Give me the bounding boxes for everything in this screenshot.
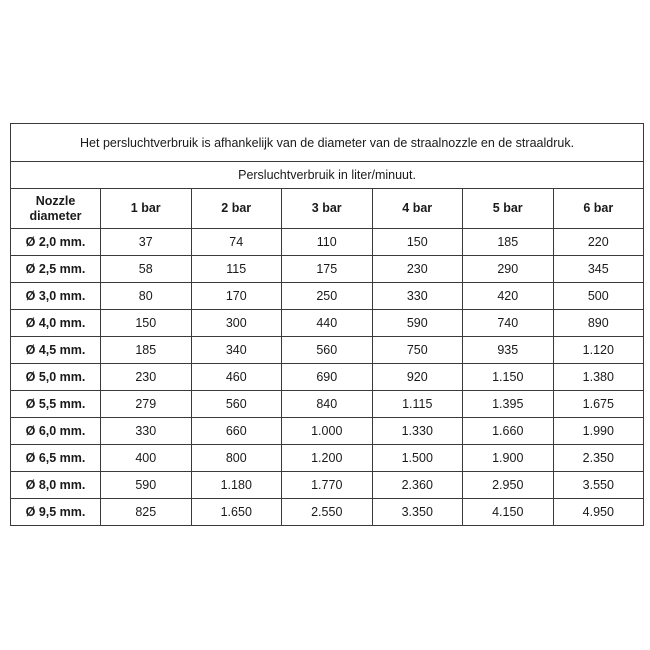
row-label: Ø 3,0 mm. xyxy=(11,283,101,310)
cell-value: 2.550 xyxy=(282,499,373,526)
row-label: Ø 6,0 mm. xyxy=(11,418,101,445)
cell-value: 185 xyxy=(463,229,554,256)
cell-value: 230 xyxy=(372,256,463,283)
cell-value: 825 xyxy=(101,499,192,526)
row-label: Ø 8,0 mm. xyxy=(11,472,101,499)
cell-value: 1.200 xyxy=(282,445,373,472)
cell-value: 560 xyxy=(191,391,282,418)
table-subtitle-row xyxy=(11,162,644,189)
cell-value: 1.675 xyxy=(553,391,644,418)
table-row xyxy=(11,364,644,391)
header-nozzle-diameter xyxy=(11,189,101,229)
row-label: Ø 5,0 mm. xyxy=(11,364,101,391)
cell-value: 4.150 xyxy=(463,499,554,526)
cell-value: 1.770 xyxy=(282,472,373,499)
cell-value: 170 xyxy=(191,283,282,310)
column-header-row xyxy=(11,189,644,229)
cell-value: 1.900 xyxy=(463,445,554,472)
cell-value: 1.115 xyxy=(372,391,463,418)
cell-value: 1.150 xyxy=(463,364,554,391)
table-row xyxy=(11,283,644,310)
row-label: Ø 4,0 mm. xyxy=(11,310,101,337)
cell-value: 80 xyxy=(101,283,192,310)
cell-value: 2.950 xyxy=(463,472,554,499)
cell-value: 660 xyxy=(191,418,282,445)
cell-value: 230 xyxy=(101,364,192,391)
cell-value: 340 xyxy=(191,337,282,364)
row-label: Ø 2,5 mm. xyxy=(11,256,101,283)
table-row xyxy=(11,256,644,283)
cell-value: 750 xyxy=(372,337,463,364)
row-label: Ø 2,0 mm. xyxy=(11,229,101,256)
cell-value: 345 xyxy=(553,256,644,283)
cell-value: 3.350 xyxy=(372,499,463,526)
table-row xyxy=(11,229,644,256)
header-nozzle-line1: Nozzle xyxy=(35,193,76,208)
cell-value: 2.350 xyxy=(553,445,644,472)
cell-value: 690 xyxy=(282,364,373,391)
cell-value: 220 xyxy=(553,229,644,256)
cell-value: 175 xyxy=(282,256,373,283)
cell-value: 1.000 xyxy=(282,418,373,445)
cell-value: 1.660 xyxy=(463,418,554,445)
cell-value: 890 xyxy=(553,310,644,337)
cell-value: 3.550 xyxy=(553,472,644,499)
cell-value: 420 xyxy=(463,283,554,310)
row-label: Ø 4,5 mm. xyxy=(11,337,101,364)
cell-value: 74 xyxy=(191,229,282,256)
cell-value: 840 xyxy=(282,391,373,418)
cell-value: 1.180 xyxy=(191,472,282,499)
table-title: Het persluchtverbruik is afhankelijk van de diameter van de straalnozzle en de straaldruk. xyxy=(11,124,644,162)
header-3-bar: 3 bar xyxy=(282,189,373,229)
air-consumption-table xyxy=(10,123,644,526)
row-label: Ø 9,5 mm. xyxy=(11,499,101,526)
table-title-row xyxy=(11,124,644,162)
cell-value: 1.990 xyxy=(553,418,644,445)
cell-value: 110 xyxy=(282,229,373,256)
cell-value: 590 xyxy=(101,472,192,499)
row-label: Ø 6,5 mm. xyxy=(11,445,101,472)
table-row xyxy=(11,310,644,337)
cell-value: 1.380 xyxy=(553,364,644,391)
table-row xyxy=(11,391,644,418)
cell-value: 115 xyxy=(191,256,282,283)
cell-value: 4.950 xyxy=(553,499,644,526)
header-nozzle-line2: diameter xyxy=(29,208,82,223)
header-1-bar: 1 bar xyxy=(101,189,192,229)
header-6-bar: 6 bar xyxy=(553,189,644,229)
table-row xyxy=(11,418,644,445)
table-row xyxy=(11,445,644,472)
cell-value: 279 xyxy=(101,391,192,418)
cell-value: 1.650 xyxy=(191,499,282,526)
cell-value: 330 xyxy=(372,283,463,310)
cell-value: 330 xyxy=(101,418,192,445)
table-subtitle: Persluchtverbruik in liter/minuut. xyxy=(11,162,644,189)
cell-value: 1.120 xyxy=(553,337,644,364)
cell-value: 400 xyxy=(101,445,192,472)
header-2-bar: 2 bar xyxy=(191,189,282,229)
cell-value: 150 xyxy=(101,310,192,337)
table-row xyxy=(11,337,644,364)
header-4-bar: 4 bar xyxy=(372,189,463,229)
cell-value: 460 xyxy=(191,364,282,391)
cell-value: 37 xyxy=(101,229,192,256)
cell-value: 440 xyxy=(282,310,373,337)
cell-value: 1.500 xyxy=(372,445,463,472)
cell-value: 150 xyxy=(372,229,463,256)
cell-value: 300 xyxy=(191,310,282,337)
table-row xyxy=(11,499,644,526)
cell-value: 250 xyxy=(282,283,373,310)
cell-value: 590 xyxy=(372,310,463,337)
cell-value: 740 xyxy=(463,310,554,337)
cell-value: 935 xyxy=(463,337,554,364)
cell-value: 800 xyxy=(191,445,282,472)
cell-value: 920 xyxy=(372,364,463,391)
cell-value: 1.395 xyxy=(463,391,554,418)
cell-value: 1.330 xyxy=(372,418,463,445)
header-5-bar: 5 bar xyxy=(463,189,554,229)
cell-value: 185 xyxy=(101,337,192,364)
cell-value: 58 xyxy=(101,256,192,283)
table-row xyxy=(11,472,644,499)
cell-value: 2.360 xyxy=(372,472,463,499)
cell-value: 560 xyxy=(282,337,373,364)
cell-value: 500 xyxy=(553,283,644,310)
row-label: Ø 5,5 mm. xyxy=(11,391,101,418)
cell-value: 290 xyxy=(463,256,554,283)
